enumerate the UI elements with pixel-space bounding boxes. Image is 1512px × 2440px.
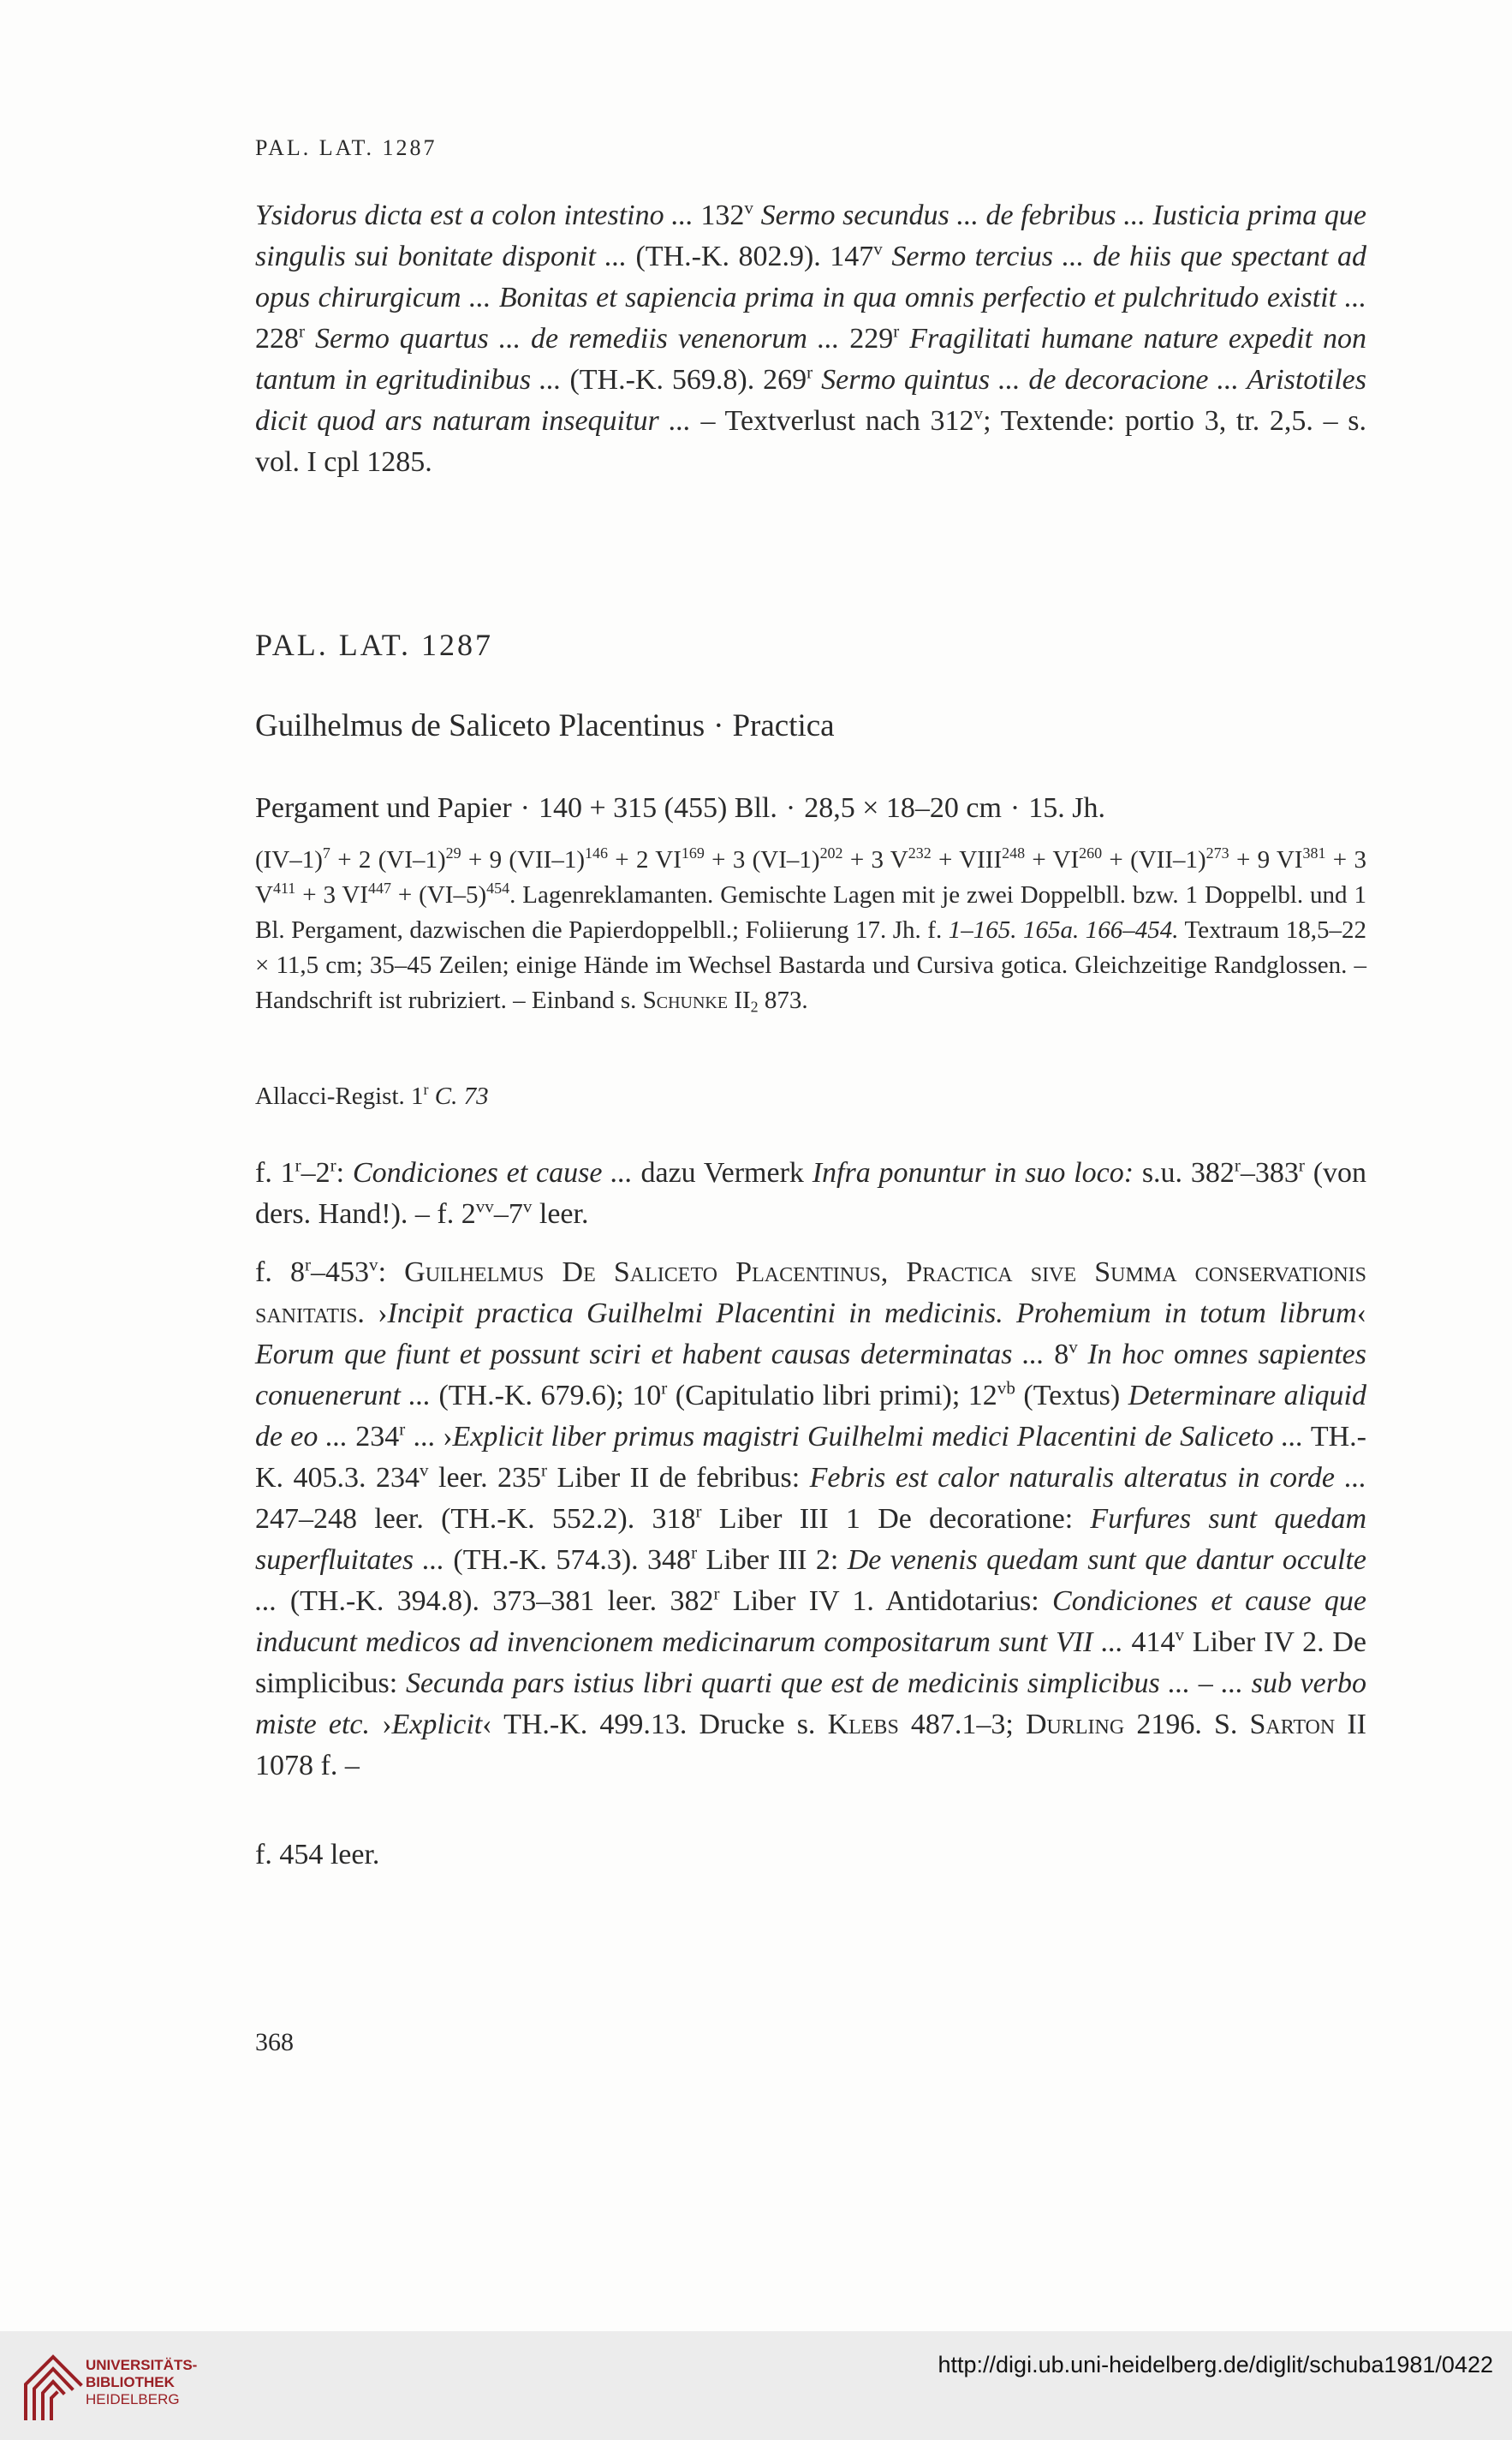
allacci-register: Allacci-Regist. 1$^r$ C. 73	[255, 1081, 489, 1110]
logo-line-1: UNIVERSITÄTS-	[86, 2357, 198, 2373]
logo-line-2: BIBLIOTHEK	[86, 2374, 175, 2390]
content-paragraph-2: f. 8$^r$–453$^v$: Guilhelmus De Saliceto Placentinus, Practica sive Summa conservationis sanitatis. ›Incipit practica Guilhelmi Placentini in medicinis. Prohemium in totum librum‹ Eorum que fiunt et possunt sciri et habent causas determinatas ... 8$^v$ In hoc omnes sapientes conuenerunt ... (TH.-K. 679.6); 10$^r$ (Capitulatio libri primi); $12^{vb}$ (Textus) Determinare aliquid de eo ... 234$^r$ ... ›Explicit liber primus magistri Guilhelmi medici Placentini de Saliceto ... TH.-K. 405.3. 234$^v$ leer. 235$^r$ Liber II de febribus: Febris est calor naturalis alteratus in corde ... 247–248 leer. (TH.-K. 552.2). 318$^r$ Liber III 1 De decoratione: Furfures sunt quedam superfluitates ... (TH.-K. 574.3). 348$^r$ Liber III 2: De venenis quedam sunt que dantur occulte ... (TH.-K. 394.8). 373–381 leer. 382$^r$ Liber IV 1. Antidotarius: Condiciones et cause que inducunt medicos ad invencionem medicinarum compositarum sunt VII ... 414$^v$ Liber IV 2. De simplicibus: Secunda pars istius libri quarti que est de medicinis simplicibus ... – ... sub verbo miste etc. ›Explicit‹ TH.-K. 499.13. Drucke s. Klebs 487.1–3; Durling 2196. S. Sarton II 1078 f. –	[255, 1254, 1367, 1781]
physical-description: Pergament und Papier · 140 + 315 (455) Bll. · 28,5 × 18–20 cm · 15. Jh.	[255, 792, 1105, 824]
entry-heading: PAL. LAT. 1287	[255, 628, 494, 662]
page-number: 368	[255, 2028, 294, 2056]
collation-description: $(IV-1)^7 + 2$ $(VI-1)^{29} + 9$ $(VII-1)^{146} + 2$ $VI^{169} + 3$ $(VI-1)^{202} + 3$ $V^{232}$ + $VIII^{248} + VI^{260} + (VII-1)^{273} + 9$ $VI^{381} + 3$ $V^{411} + 3$ $VI^{447} + (VI-5)^{454}$. Lagenreklamanten. Gemischte Lagen mit je zwei Doppelbll. bzw. 1 Doppelbl. und 1 Bl. Pergament, dazwischen die Papierdoppelbll.; Foliierung 17. Jh. f. 1–165. 165a. 166–454. Textraum 18,5–22 × 11,5 cm; 35–45 Zeilen; einige Hände im Wechsel Bastarda und Cursiva gotica. Gleichzeitige Randglossen. – Handschrift ist rubriziert. – Einband s. Schunke $II_2$ 873.	[255, 844, 1366, 1016]
entry-title: Guilhelmus de Saliceto Placentinus · Practica	[255, 708, 835, 743]
previous-entry-text: Ysidorus dicta est a colon intestino ... 132$^v$ Sermo secundus ... de febribus ... Iusticia prima que singulis sui bonitate disponit ... (TH.-K. 802.9). 147$^v$ Sermo tercius ... de hiis que spectant ad opus chirurgicum ... Bonitas et sapiencia prima in qua omnis perfectio et pulchritudo existit ... 228$^r$ Sermo quartus ... de remediis venenorum ... 229$^r$ Fragilitati humane nature expedit non tantum in egritudinibus ... (TH.-K. 569.8). 269$^r$ Sermo quintus ... de decoracione ... Aristotiles dicit quod ars naturam insequitur ... – Textverlust nach 312$^v$; Textende: portio 3, tr. 2,5. – s. vol. I cpl 1285.	[255, 197, 1367, 478]
content-paragraph-3: f. 454 leer.	[255, 1839, 380, 1870]
footer-bar	[0, 2331, 1512, 2440]
running-head: PAL. LAT. 1287	[255, 135, 438, 160]
logo-line-3: HEIDELBERG	[86, 2391, 180, 2407]
library-logo-text	[86, 2357, 197, 2408]
ub-heidelberg-logo-icon[interactable]	[19, 2350, 86, 2422]
permalink-url[interactable]: http://digi.ub.uni-heidelberg.de/diglit/schuba1981/0422	[938, 2352, 1493, 2377]
content-paragraph-1: f. 1$^r$–2$^r$: Condiciones et cause ... dazu Vermerk Infra ponuntur in suo loco: s.u. 382$^r$–383$^r$ (von ders. Hand!). – f. 2$^{vv}$–7$^v$ leer.	[255, 1154, 1367, 1230]
